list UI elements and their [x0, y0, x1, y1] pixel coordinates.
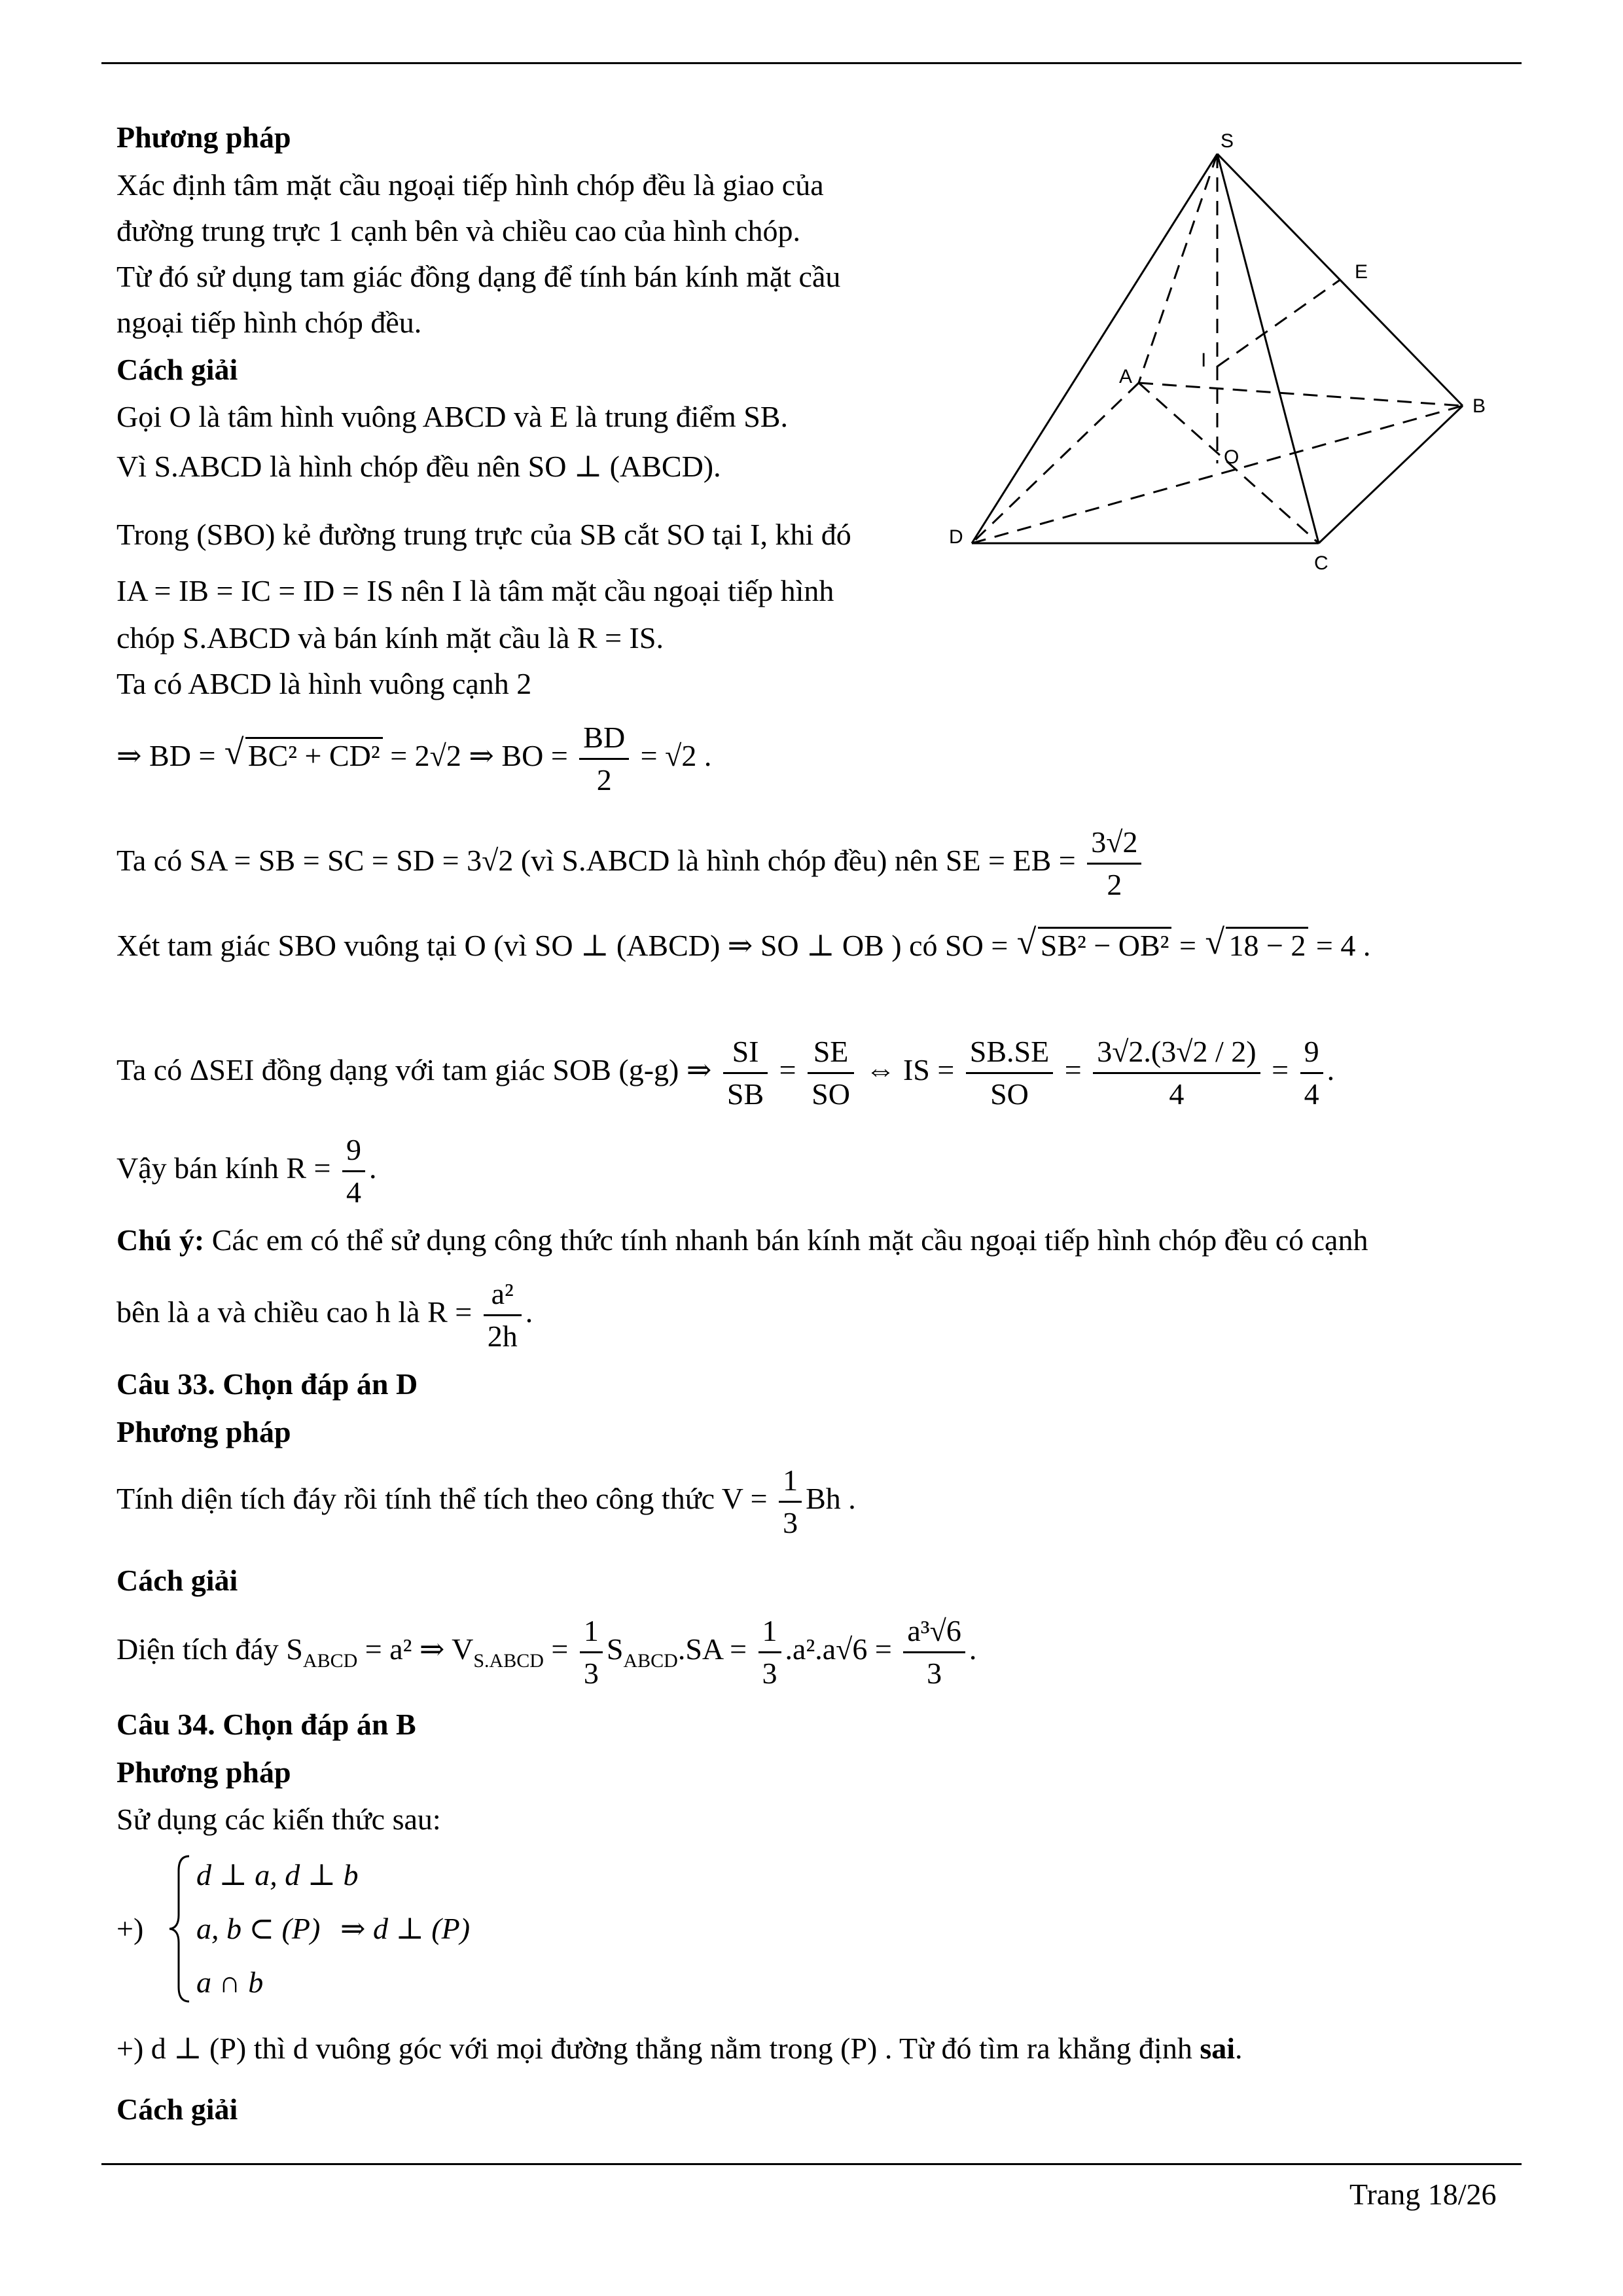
formula-sa — [116, 818, 1145, 905]
frac-result-den: 4 — [1304, 1077, 1319, 1111]
q34-sys-line3: a ∩ b — [196, 1965, 264, 1999]
note-text: Các em có thể sử dụng công thức tính nhanh bán kính mặt cầu ngoại tiếp hình chóp đều có cạnh — [204, 1223, 1368, 1257]
sol-line-goi: Gọi O là tâm hình vuông ABCD và E là trung điểm SB. — [116, 400, 788, 433]
q33-f2-num: 1 — [758, 1611, 781, 1653]
q33-solution-heading: Cách giải — [116, 1564, 238, 1597]
formula-sei-b: ⇔ IS = — [857, 1053, 962, 1086]
q34-sys-line1: d ⊥ a, d ⊥ b — [196, 1858, 359, 1892]
label-I: I — [1201, 350, 1207, 371]
frac-si-num: SI — [723, 1031, 768, 1074]
frac-note-den: 2h — [487, 1319, 518, 1353]
q33-f3-den: 3 — [927, 1656, 942, 1690]
frac-calc-den: 4 — [1169, 1077, 1185, 1111]
formula-bd-a: ⇒ BD = — [116, 739, 223, 772]
q33-sol-c: = — [543, 1632, 576, 1666]
edge-SC — [1217, 154, 1319, 543]
sol-line-trong: Trong (SBO) kẻ đường trung trực của SB cắt SO tại I, khi đó — [116, 518, 851, 551]
frac-note-num: a² — [484, 1274, 522, 1316]
frac-result-num: 9 — [1300, 1031, 1323, 1074]
q33-method-line — [116, 1456, 856, 1543]
q33-sub-sabcd: S.ABCD — [473, 1650, 544, 1672]
q33-method-b: Bh . — [806, 1482, 856, 1515]
sol-line-ia: IA = IB = IC = ID = IS nên I là tâm mặt cầu ngoại tiếp hình — [116, 574, 834, 607]
edge-AB — [1139, 383, 1463, 406]
bisector-IE — [1217, 280, 1340, 367]
q33-solution-line — [116, 1607, 976, 1694]
method-line-4: ngoại tiếp hình chóp đều. — [116, 306, 422, 339]
pyramid-figure — [942, 124, 1505, 596]
q34-sys-result: ⇒ d ⊥ (P) — [340, 1912, 471, 1945]
formula-bd-radicand: BC² + CD² — [245, 737, 383, 772]
frac-r-den: 4 — [346, 1175, 361, 1209]
label-D: D — [949, 526, 963, 548]
frac-se-den: SO — [812, 1077, 850, 1111]
q34-bullet1-prefix: +) — [116, 1912, 144, 1945]
formula-bd-c: = √2 . — [633, 739, 712, 772]
edge-SB — [1217, 154, 1463, 406]
frac-si-den: SB — [726, 1077, 764, 1111]
system-brace — [167, 1852, 193, 2006]
edge-SA — [1139, 154, 1217, 383]
q33-f1-den: 3 — [583, 1656, 599, 1690]
frac-is-num: SB.SE — [966, 1031, 1053, 1074]
q34-bullet2 — [116, 2026, 1243, 2072]
formula-xet — [116, 923, 1370, 969]
frac-bd-den: 2 — [596, 762, 612, 797]
note-l2-a: bên là a và chiều cao h là R = — [116, 1295, 480, 1329]
frac-sa-num: 3√2 — [1087, 822, 1141, 865]
note-line-1 — [116, 1217, 1368, 1263]
label-E: E — [1355, 261, 1368, 283]
formula-xet-c: = 4 . — [1308, 929, 1371, 962]
formula-sa-a: Ta có SA = SB = SC = SD = 3√2 (vì S.ABCD là hình chóp đều) nên SE = EB = — [116, 844, 1084, 877]
frac-se-num: SE — [808, 1031, 854, 1074]
q34-sys-line2: a, b ⊂ (P) — [196, 1912, 321, 1945]
label-O: O — [1224, 446, 1240, 468]
label-S: S — [1221, 130, 1234, 152]
method-heading: Phương pháp — [116, 120, 291, 154]
formula-sei-eq: = — [772, 1053, 804, 1086]
formula-sei-a: Ta có ΔSEI đồng dạng với tam giác SOB (g-g) ⇒ — [116, 1053, 719, 1086]
q34-bullet2-b: . — [1235, 2032, 1243, 2065]
formula-vay — [116, 1126, 376, 1213]
q33-f1-num: 1 — [580, 1611, 603, 1653]
method-line-1: Xác định tâm mặt cầu ngoại tiếp hình chóp đều là giao của — [116, 168, 824, 202]
sol-line-chop: chóp S.ABCD và bán kính mặt cầu là R = IS. — [116, 621, 664, 655]
q33-sub-abcd: ABCD — [302, 1650, 358, 1672]
label-C: C — [1314, 552, 1329, 574]
q33-method-heading: Phương pháp — [116, 1415, 291, 1448]
q34-heading: Câu 34. Chọn đáp án B — [116, 1708, 416, 1741]
q33-sol-b: = a² ⇒ V — [357, 1632, 474, 1666]
formula-sei-c: . — [1327, 1053, 1335, 1086]
formula-vay-a: Vậy bán kính R = — [116, 1151, 338, 1185]
formula-xet-a: Xét tam giác SBO vuông tại O (vì SO ⊥ (ABCD) ⇒ SO ⊥ OB ) có SO = — [116, 929, 1016, 962]
q34-bullet2-a: +) d ⊥ (P) thì d vuông góc với mọi đường thẳng nằm trong (P) . Từ đó tìm ra khẳng định — [116, 2032, 1200, 2065]
frac-v-num: 1 — [779, 1460, 802, 1503]
frac-bd-num: BD — [579, 717, 629, 760]
q34-intro: Sử dụng các kiến thức sau: — [116, 1803, 441, 1836]
header-rule — [101, 62, 1522, 64]
footer-rule — [101, 2163, 1522, 2165]
note-label: Chú ý: — [116, 1223, 205, 1257]
page-number: Trang 18/26 — [1349, 2178, 1497, 2211]
formula-xet-b: = — [1171, 929, 1204, 962]
q34-method-heading: Phương pháp — [116, 1755, 291, 1789]
q33-sol-a: Diện tích đáy S — [116, 1632, 303, 1666]
q33-f3-num: a³√6 — [903, 1611, 965, 1653]
edge-AD — [972, 383, 1139, 543]
label-B: B — [1472, 395, 1486, 417]
formula-sei: Ta có ΔSEI đồng dạng với tam giác SOB (g-g) ⇒ $\frac{SI}{SB}$ = $\frac{SE}{SO}$ ⇔ IS = $\frac{SB.SE}{SO}$ = $\frac{3√2.(3√2 / 2)}{4}$ = $\frac{9}{4}$ . — [116, 1024, 1334, 1116]
sol-line-vi: Vì S.ABCD là hình chóp đều nên SO ⊥ (ABCD). — [116, 450, 721, 483]
q33-sub-abcd-2: ABCD — [623, 1650, 678, 1672]
q33-sol-d: S — [606, 1632, 624, 1666]
frac-v-den: 3 — [783, 1505, 798, 1539]
sol-line-taco: Ta có ABCD là hình vuông cạnh 2 — [116, 667, 532, 700]
formula-xet-rad1: SB² − OB² — [1038, 927, 1172, 962]
formula-bd-b: = 2√2 ⇒ BO = — [382, 739, 576, 772]
frac-r-num: 9 — [342, 1130, 365, 1172]
q34-solution-heading: Cách giải — [116, 2092, 238, 2126]
formula-xet-rad2: 18 − 2 — [1226, 927, 1308, 962]
note-l2-b: . — [525, 1295, 533, 1329]
method-line-3: Từ đó sử dụng tam giác đồng dạng để tính bán kính mặt cầu — [116, 260, 841, 293]
frac-calc-num: 3√2.(3√2 / 2) — [1093, 1031, 1260, 1074]
q33-heading: Câu 33. Chọn đáp án D — [116, 1367, 418, 1401]
formula-bd — [116, 713, 711, 800]
q33-method-a: Tính diện tích đáy rồi tính thể tích theo công thức V = — [116, 1482, 776, 1515]
q34-bullet2-bold: sai — [1200, 2032, 1236, 2065]
q33-f2-den: 3 — [762, 1656, 777, 1690]
q33-sol-g: . — [969, 1632, 977, 1666]
formula-vay-b: . — [368, 1151, 377, 1185]
frac-sa-den: 2 — [1107, 867, 1122, 901]
solution-heading: Cách giải — [116, 353, 238, 386]
q33-sol-f: .a².a√6 = — [785, 1632, 900, 1666]
note-line-2 — [116, 1270, 533, 1357]
label-A: A — [1119, 366, 1133, 387]
frac-is-den: SO — [990, 1077, 1029, 1111]
q33-sol-e: .SA = — [677, 1632, 755, 1666]
method-line-2: đường trung trực 1 cạnh bên và chiều cao của hình chóp. — [116, 214, 800, 247]
